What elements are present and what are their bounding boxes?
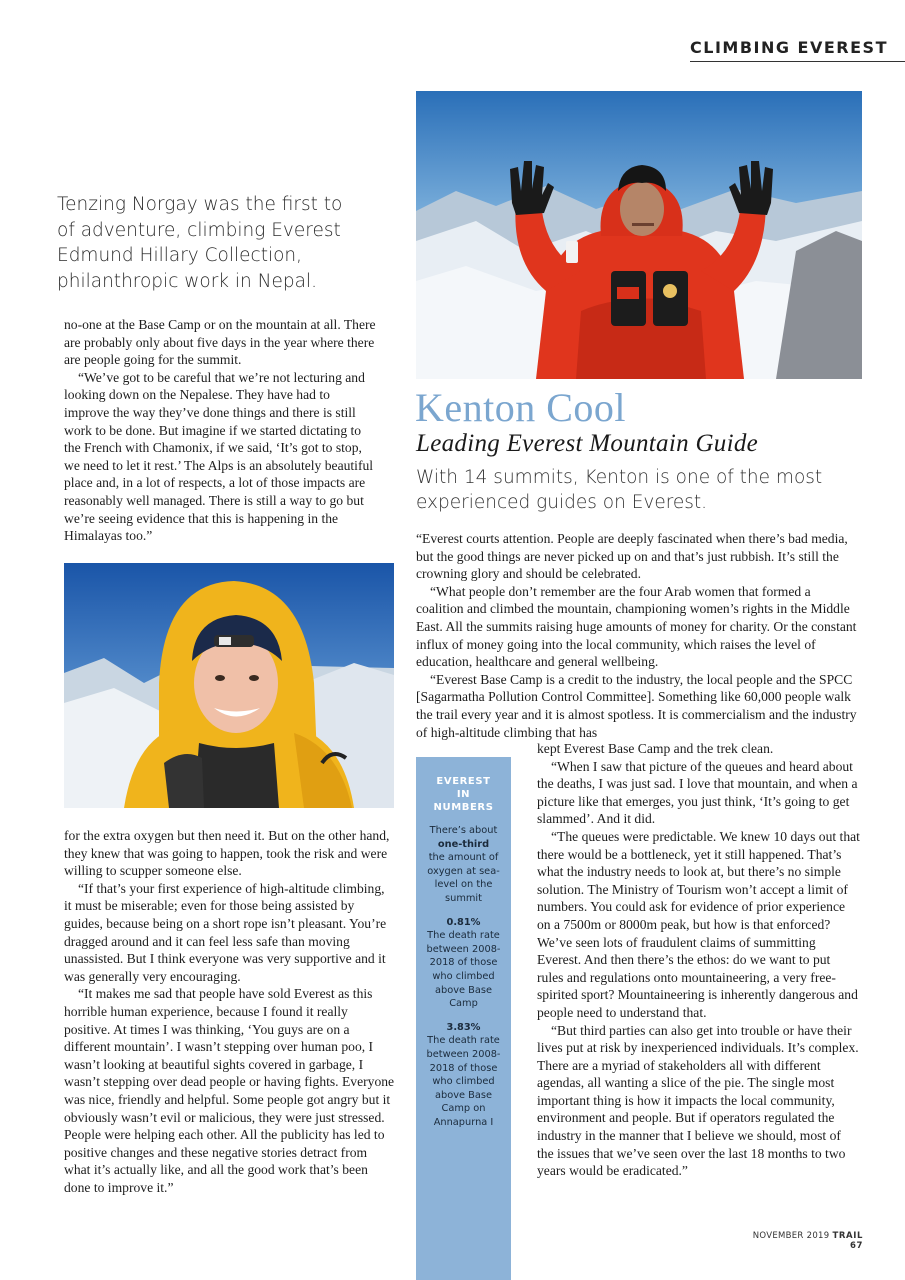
profile-intro: With 14 summits, Kenton is one of the most experienced guides on Everest. bbox=[416, 467, 823, 513]
page-footer bbox=[745, 1231, 863, 1251]
pull-quote bbox=[57, 192, 357, 294]
paragraph: “Everest courts attention. People are deeply fascinated when there’s bad media, but the good things are never picked up on and that’s just rubbish. It’s still the crowning glory and should be celebrated. bbox=[416, 531, 848, 582]
fact-text: The death rate between 2008-2018 of those who climbed above Base Camp bbox=[426, 930, 501, 1010]
paragraph: “We’ve got to be careful that we’re not lecturing and looking down on the Nepalese. They have had to improve the way they’ve done things and there is still work to be done. But imagine if we started dictating to the French with Chamonix, if we said, ‘It’s got to stop, we need to let it rest.’ The Alps is an absolutely beautiful place and, in a lot of respects, a lot of those impacts are reasonably well managed. There is still a way to go but we’re seeing evidence that this is happening in the Himalayas too.” bbox=[64, 369, 374, 544]
left-column-top-text bbox=[64, 316, 378, 545]
paragraph: kept Everest Base Camp and the trek clean. bbox=[537, 741, 774, 756]
summit-photo-illustration bbox=[416, 91, 862, 379]
climber-selfie-photo bbox=[64, 563, 394, 808]
sidebar-fact-oxygen bbox=[420, 824, 507, 906]
pull-quote-line: Tenzing Norgay was the first to bbox=[57, 194, 343, 215]
section-label: CLIMBING EVEREST bbox=[690, 38, 905, 62]
paragraph: “The queues were predictable. We knew 10 days out that there would be a bottleneck, yet it still happened. That’s what the industry needs to look at, but there’s no simple solution. The Ministry of Tourism won’t accept a limit of numbers. You could ask for evidence of prior experience on a 7500m or 8000m peak, but how is that enforced? We’ve seen lots of fraudulent claims of summitting Everest. And then there’s the ethos: do we want to put rules and regulations onto mountaineering, a very free-spirited sport? Mountaineering is inherently dangerous and people need to understand that. bbox=[537, 828, 860, 1020]
issue-date: NOVEMBER 2019 bbox=[752, 1231, 830, 1241]
left-column-bottom-text bbox=[64, 827, 395, 1196]
pull-quote-line: philanthropic work in Nepal. bbox=[57, 270, 317, 292]
paragraph: “What people don’t remember are the four Arab women that formed a coalition and climbed the mountain, championing women’s rights in the Middle East. All the summits raising huge amounts of money for charity. Or the constant influx of money going into the local community, which raises the level of education, healthcare and general wellbeing. bbox=[416, 583, 857, 670]
right-column-bottom-text bbox=[537, 740, 860, 1180]
paragraph: “But third parties can also get into trouble or have their lives put at risk by inexperienced individuals. It’s complex. There are a myriad of stakeholders all with different agendas, all wanting a slice of the pie. The single most important thing is how it impacts the local community, environment and people. But if operators regulated the industry in the manner that I believe we should, most of the issues that we’ve seen over the last 18 months to two years would be eradicated.” bbox=[537, 1022, 859, 1179]
magazine-name: TRAIL bbox=[832, 1231, 863, 1241]
profile-role: Leading Everest Mountain Guide bbox=[416, 430, 759, 457]
paragraph: “If that’s your first experience of high-altitude climbing, it must be miserable; even for those being assisted by guides, because being on a short rope isn’t pleasant. You’re dragged around and it can feel less safe than moving unassisted. But I think everyone was very supportive and it was generally very encouraging. bbox=[64, 880, 387, 984]
right-column-top-text bbox=[416, 530, 860, 741]
fact-value: 3.83% bbox=[446, 1021, 481, 1033]
paragraph: for the extra oxygen but then need it. But on the other hand, they knew that was going to happen, took the risk and were willing to scupper someone else. bbox=[64, 828, 390, 879]
fact-text: the amount of oxygen at sea-level on the summit bbox=[427, 852, 500, 904]
profile-name: Kenton Cool bbox=[415, 385, 627, 430]
pull-quote-line: Edmund Hillary Collection, bbox=[57, 245, 303, 266]
sidebar-fact-annapurna-death-rate bbox=[420, 1021, 507, 1130]
paragraph: “It makes me sad that people have sold Everest as this horrible human experience, because I found it really positive. At times I was thinking, ‘You guys are on a different mountain’. I wasn’t stepping over human poo, I wasn’t looking at beautiful sights covered in garbage, I wasn’t stepping over dead people or having fights. Everyone was nice, friendly and helpful. Some people got angry but it obviously wasn’t evil or malicious, they were just stressed. People were helping each other. All the publicity has led to positive changes and these negative stories detract from what it’s actually like, and all the good work that’s been done to improve it.” bbox=[64, 986, 395, 1195]
paragraph: “When I saw that picture of the queues and heard about the deaths, I was just sad. I love that mountain, and when a picture like that emerges, you just think, ‘It’s going to get slammed’. And it did. bbox=[537, 758, 858, 827]
paragraph: no-one at the Base Camp or on the mountain at all. There are probably only about five days in the year where there are people going for the summit. bbox=[64, 317, 376, 368]
kenton-cool-summit-photo bbox=[416, 91, 862, 379]
fact-lead: There’s about bbox=[429, 825, 498, 836]
selfie-photo-illustration bbox=[64, 563, 394, 808]
fact-value: 0.81% bbox=[446, 916, 481, 928]
page-number: 67 bbox=[849, 1241, 863, 1251]
fact-highlight: one-third bbox=[437, 838, 490, 850]
fact-text: The death rate between 2008-2018 of those who climbed above Base Camp on Annapurna I bbox=[426, 1035, 501, 1128]
paragraph: “Everest Base Camp is a credit to the industry, the local people and the SPCC [Sagarmatha Pollution Control Committee]. Something like 60,000 people walk the trail every year and it is almost spotless. It is commercialism and the industry of high-altitude climbing that has bbox=[416, 671, 857, 740]
pull-quote-line: of adventure, climbing Everest bbox=[57, 219, 341, 241]
everest-in-numbers-sidebar bbox=[416, 757, 511, 1280]
sidebar-fact-everest-death-rate bbox=[420, 916, 507, 1011]
sidebar-title: EVEREST IN NUMBERS bbox=[433, 776, 494, 813]
